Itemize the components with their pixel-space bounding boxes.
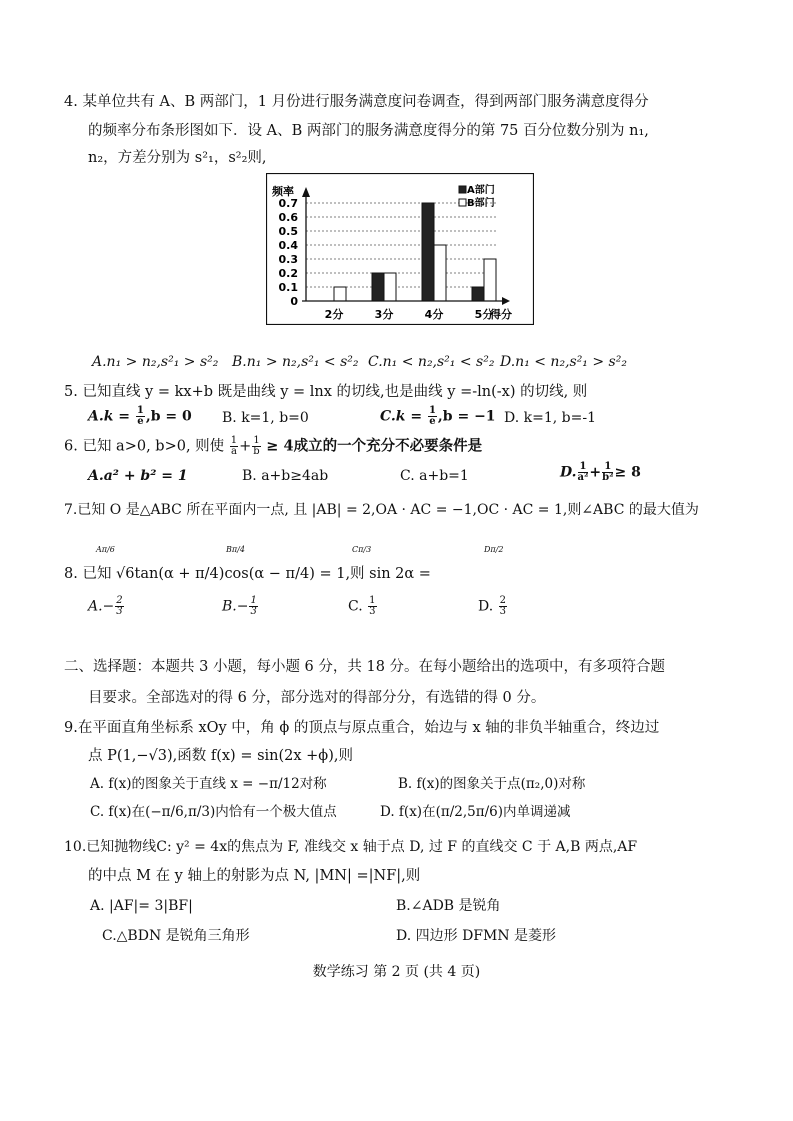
q4-line1: 4. 某单位共有 A、B 两部门，1 月份进行服务满意度问卷调查，得到两部门服务满意度得分 [64,94,649,110]
legend-swatch-b [459,199,466,206]
legend-label-a: A部门 [467,185,495,196]
q10-option-b: B.∠ADB 是锐角 [396,898,501,914]
q8-option-d: D. $\frac{2}{3}$ [478,595,507,617]
q6-option-c: C. a+b=1 [400,468,469,484]
q9-line2: 点 P(1,−√3),函数 f(x) = sin(2x +ϕ),则 [88,748,353,764]
q8-option-a: A.− $\frac{2}{3}$ [88,595,123,617]
x-tick-label: 5分 [474,308,494,321]
q8-option-c: C. $\frac{1}{3}$ [348,595,376,617]
q8-line1: 8. 已知 √6tan(α + π/4)cos(α − π/4) = 1,则 sin 2α = [64,566,431,582]
page-footer: 数学练习 第 2 页 (共 4 页) [312,964,481,980]
bar-a-2 [422,203,434,301]
q6-option-d: D. $\frac{1}{\text{a²}}$ + $\frac{1}{\text{b²}}$ ≥ 8 [560,461,641,483]
q6-line1: 6. 已知 a>0, b>0, 则使 $\frac{1}{a}$ + $\frac{1}{b}$ ≥ 4成立的一个充分不必要条件是 [64,435,483,457]
y-axis-label: 频率 [272,185,294,198]
q10-option-d: D. 四边形 DFMN 是菱形 [396,928,557,944]
section2-line2: 目要求。全部选对的得 6 分，部分选对的得部分分，有选错的得 0 分。 [88,690,546,706]
legend-swatch-a [459,186,466,193]
bar-b-1 [384,273,396,301]
bar-b-3 [484,259,496,301]
x-tick-label: 4分 [424,308,444,321]
q5-option-c: C.k = $\frac{1}{e}$ ,b = −1 [380,405,496,427]
q4-line3: n₂，方差分别为 s²₁，s²₂则, [88,150,267,166]
bar-a-3 [472,287,484,301]
y-tick-label: 0.4 [278,239,298,252]
q8-option-b: B.− $\frac{1}{3}$ [222,595,257,617]
bar-b-2 [434,245,446,301]
y-tick-label: 0.3 [278,253,298,266]
legend-label-b: B部门 [467,198,495,209]
y-tick-label: 0.5 [278,225,298,238]
bar-a-1 [372,273,384,301]
q10-line1: 10.已知抛物线C: y² = 4x的焦点为 F, 准线交 x 轴于点 D, 过 F 的直线交 C 于 A,B 两点,AF [64,839,638,855]
y-tick-label: 0.7 [278,197,298,210]
q4-line2: 的频率分布条形图如下．设 A、B 两部门的服务满意度得分的第 75 百分位数分别为 n₁, [88,123,649,139]
q10-line2: 的中点 M 在 y 轴上的射影为点 N, |MN| =|NF|,则 [88,868,421,884]
q5-line1: 5. 已知直线 y = kx+b 既是曲线 y = lnx 的切线,也是曲线 y =-ln(-x) 的切线, 则 [64,384,588,400]
q9-option-b: B. f(x)的图象关于点(π₂,0)对称 [398,776,586,792]
q7-option-d: Dπ/2 [484,545,504,554]
q9-option-a: A. f(x)的图象关于直线 x = −π/12对称 [90,776,327,792]
y-tick-label: 0.2 [278,267,298,280]
x-tick-label: 2分 [324,308,344,321]
q10-option-a: A. |AF|= 3|BF| [90,898,193,914]
q9-option-d: D. f(x)在(π/2,5π/6)内单调递减 [380,804,571,820]
q4-option-b: B.n₁ > n₂,s²₁ < s²₂ [232,354,359,370]
q9-line1: 9.在平面直角坐标系 xOy 中，角 ϕ 的顶点与原点重合，始边与 x 轴的非负半轴重合，终边过 [64,720,660,736]
y-tick-label: 0 [290,295,298,308]
q7-line1: 7.已知 O 是△ABC 所在平面内一点, 且 |AB| = 2,OA · AC = −1,OC · AC = 1,则∠ABC 的最大值为 [64,502,699,518]
q6-option-a: A.a² + b² = 1 [88,468,188,484]
x-axis-label: 得分 [490,308,512,321]
bar-b-0 [334,287,346,301]
q7-option-a: Aπ/6 [96,545,115,554]
frequency-bar-chart [266,173,534,325]
q7-option-b: Bπ/4 [226,545,245,554]
section2-line1: 二、选择题：本题共 3 小题，每小题 6 分，共 18 分。在每小题给出的选项中，有多项符合题 [64,659,666,675]
q4-option-d: D.n₁ < n₂,s²₁ > s²₂ [500,354,627,370]
q5-option-d: D. k=1, b=-1 [504,410,596,426]
q5-option-a: A.k = $\frac{1}{e}$ ,b = 0 [88,405,192,427]
y-tick-label: 0.6 [278,211,298,224]
q4-option-c: C.n₁ < n₂,s²₁ < s²₂ [368,354,495,370]
q5-option-b: B. k=1, b=0 [222,410,309,426]
q4-option-a: A.n₁ > n₂,s²₁ > s²₂ [92,354,219,370]
y-tick-labels [279,197,299,308]
q10-option-c: C.△BDN 是锐角三角形 [102,928,250,944]
q6-option-b: B. a+b≥4ab [242,468,329,484]
x-tick-label: 3分 [374,308,394,321]
y-tick-label: 0.1 [278,281,298,294]
q7-option-c: Cπ/3 [352,545,372,554]
q9-option-c: C. f(x)在(−π/6,π/3)内恰有一个极大值点 [90,804,337,820]
